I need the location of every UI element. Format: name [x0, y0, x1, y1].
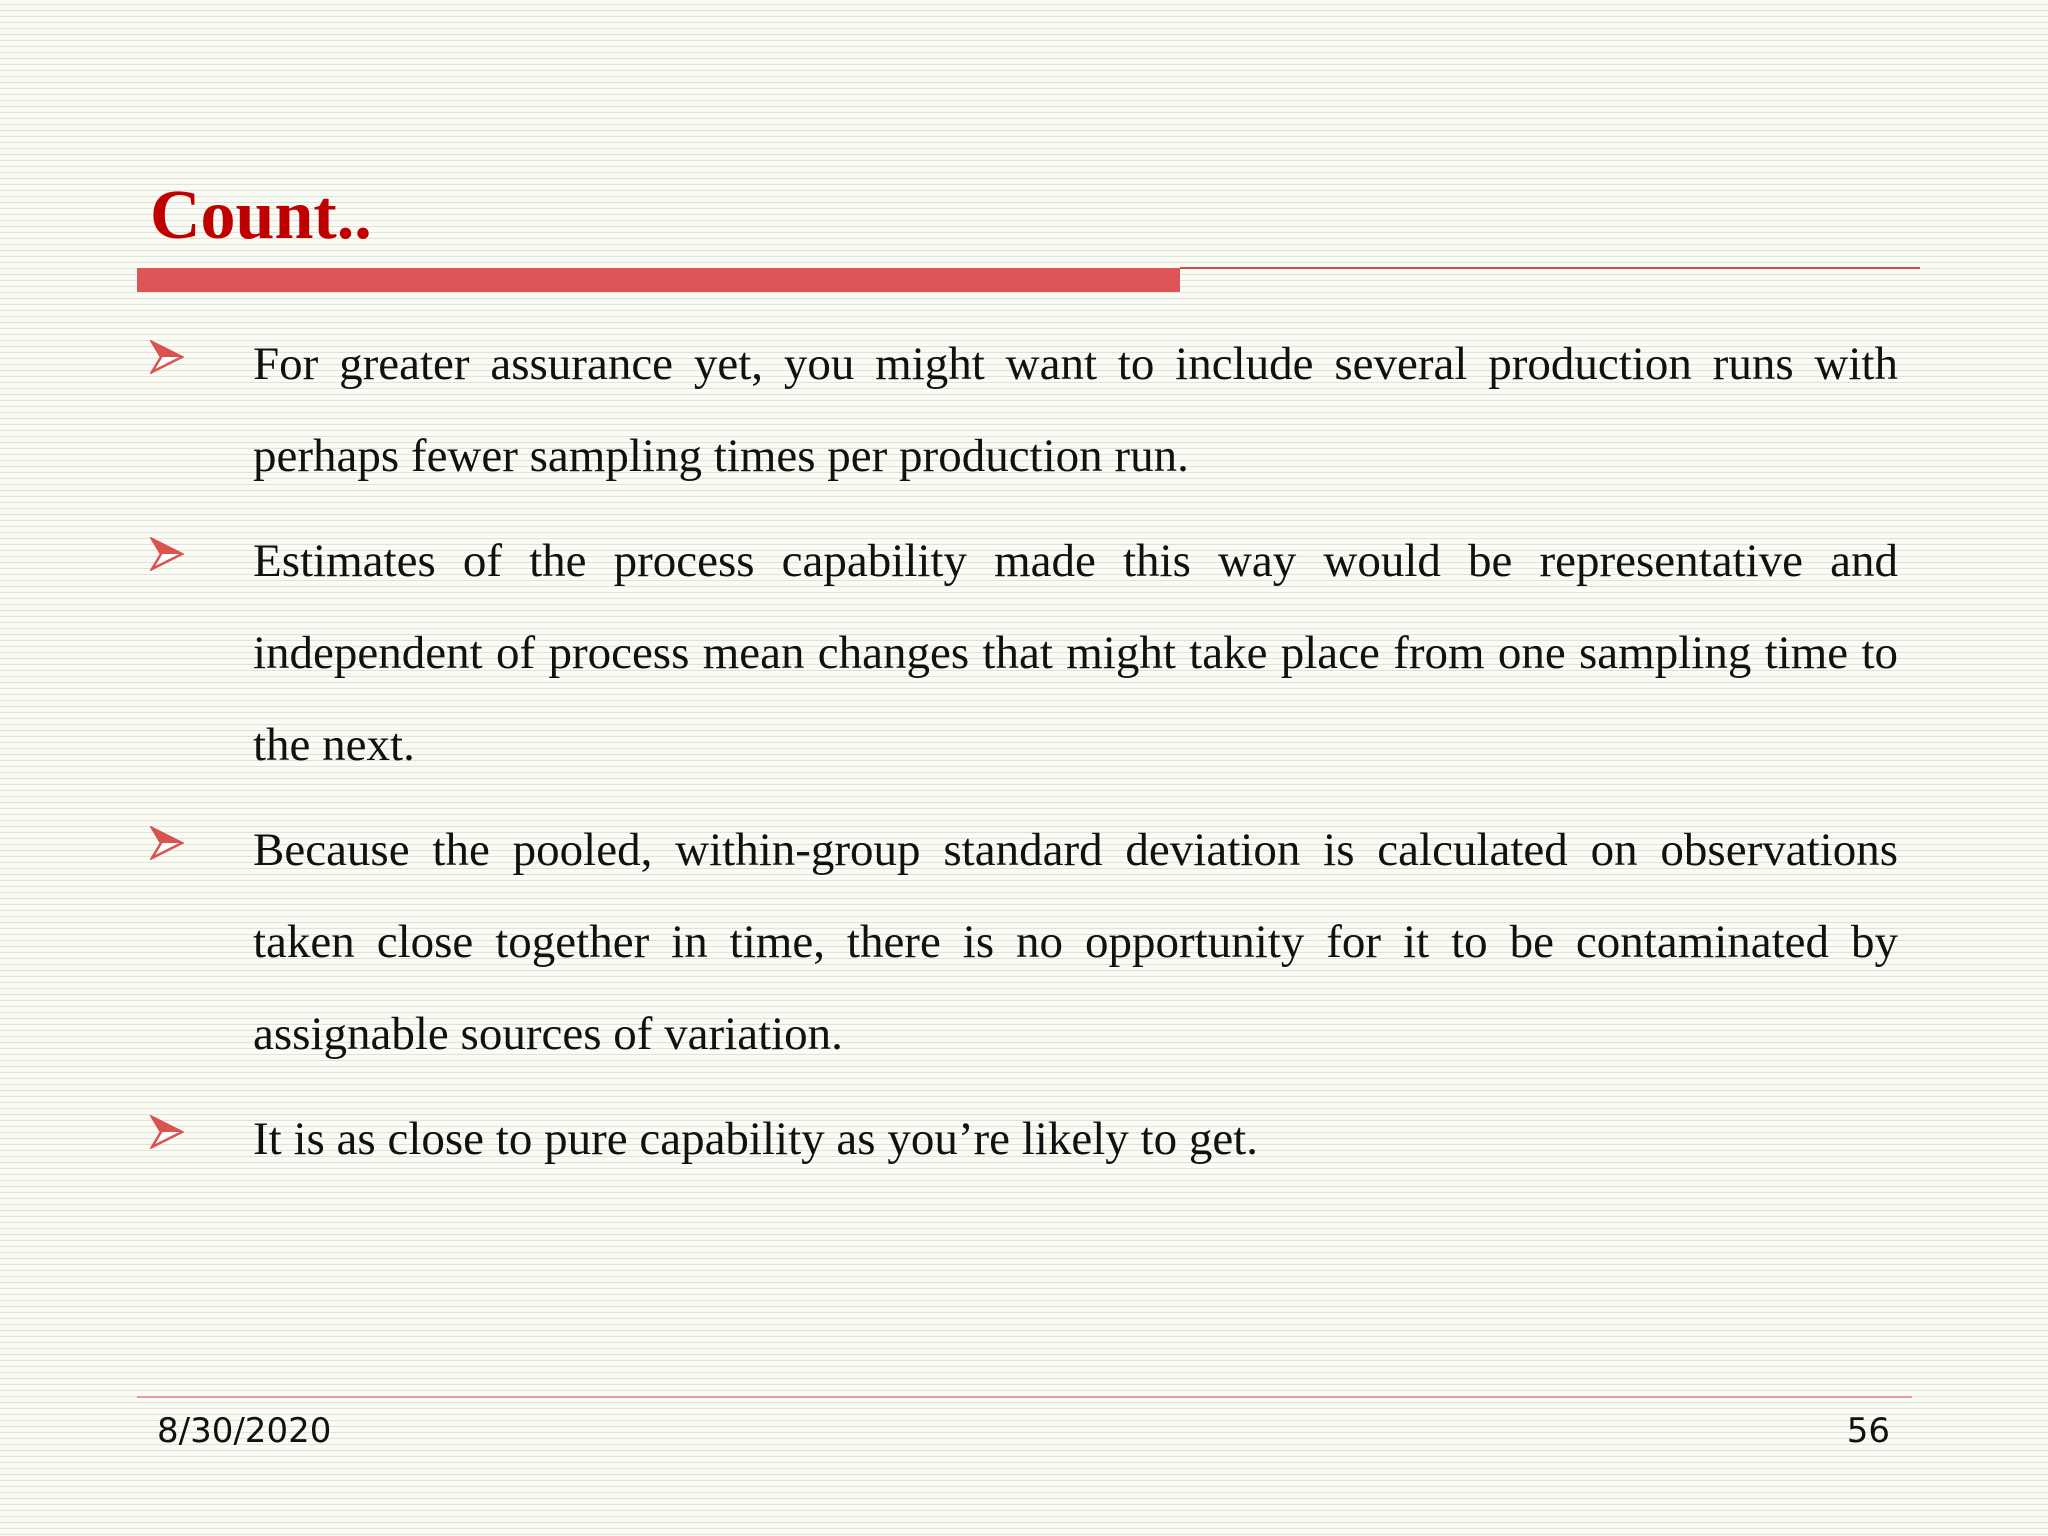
title-divider-line — [1180, 267, 1920, 269]
bullet-text: It is as close to pure capability as you’re likely to get. — [253, 1113, 1258, 1165]
title-accent-bar — [137, 268, 1180, 292]
arrow-bullet-icon — [150, 1115, 184, 1149]
bullet-text: Because the pooled, within-group standard deviation is calculated on observations taken close together in time, there is no opportunity for it to be contaminated by assignable sources of variation. — [253, 824, 1898, 1060]
bullet-text: For greater assurance yet, you might want to include several production runs with perhaps fewer sampling times per production run. — [253, 338, 1898, 482]
arrow-bullet-icon — [150, 340, 184, 374]
footer-divider-line — [137, 1396, 1912, 1398]
arrow-bullet-icon — [150, 826, 184, 860]
bullet-text: Estimates of the process capability made this way would be representative and independent of process mean changes that might take place from one sampling time to the next. — [253, 535, 1898, 771]
page-number: 56 — [1846, 1411, 1890, 1451]
footer-date: 8/30/2020 — [157, 1411, 332, 1451]
slide-title: Count.. — [150, 177, 372, 254]
arrow-bullet-icon — [150, 537, 184, 571]
